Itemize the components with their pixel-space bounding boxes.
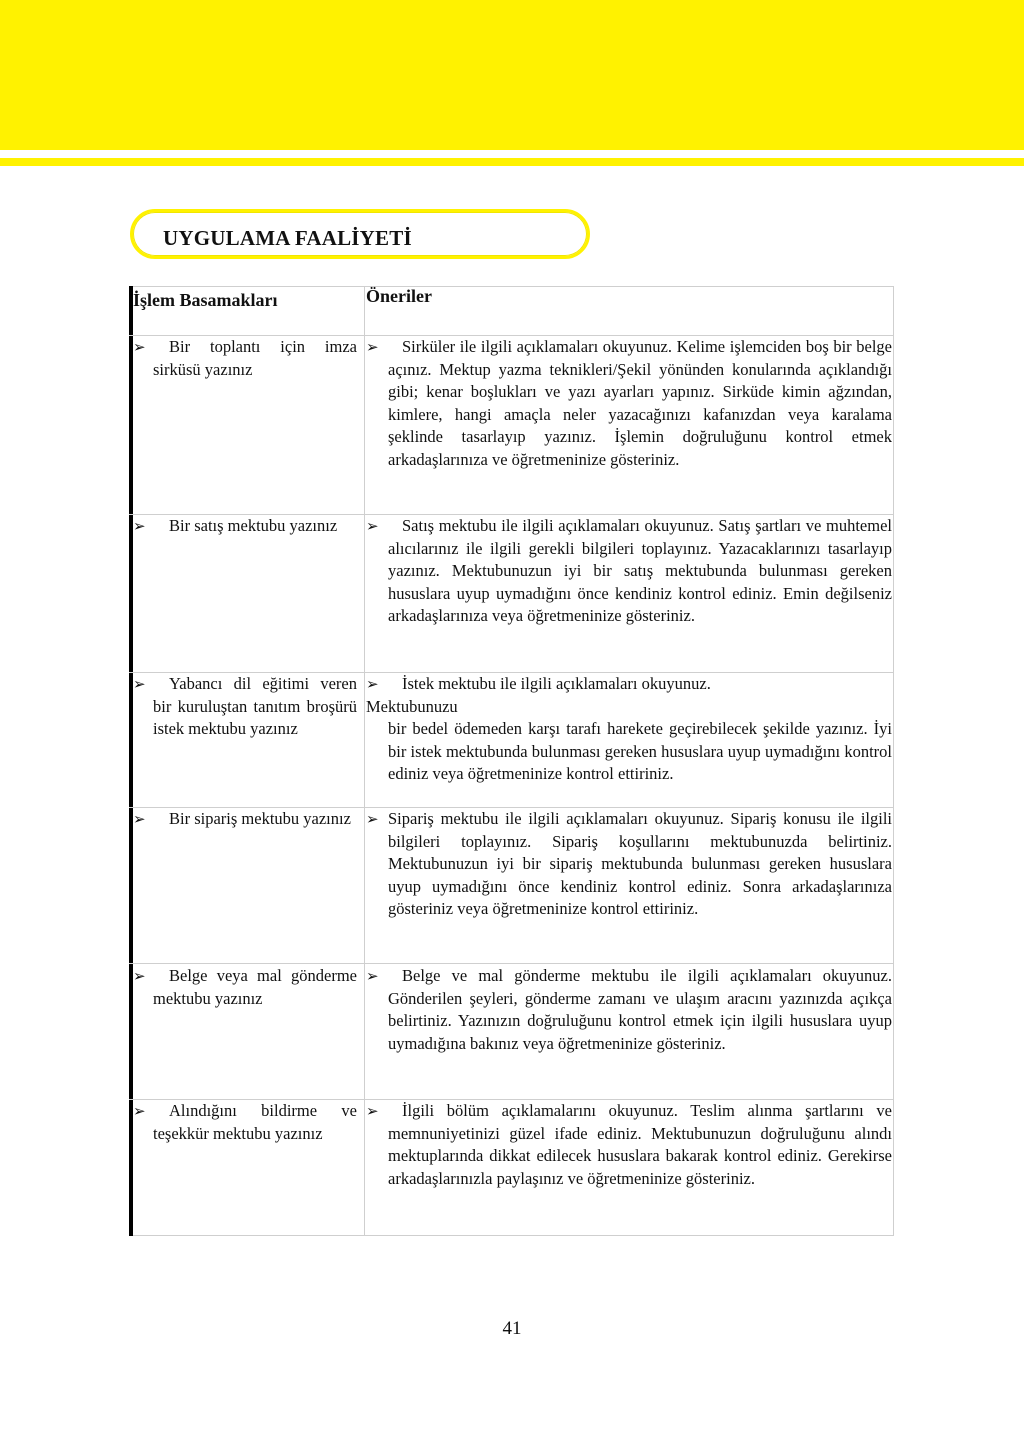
table-row-suggestion: ➢ İlgili bölüm açıklamalarını okuyunuz. Teslim alınma şartlarını ve memnuniyetinizi güzel ifade ediniz. Mektubunuzun doğruluğunu alındı mektuplarında dikkat edilecek hususlara bakarak kontrol ediniz. Gerekirse arkadaşlarınızla paylaşınız ve öğretmeninize gösteriniz.: [366, 1101, 892, 1188]
table-row-suggestion: ➢ Sirküler ile ilgili açıklamaları okuyunuz. Kelime işlemciden boş bir belge açınız. Mektup yazma teknikleri/Şekil yönünden konularında açıklandığı gibi; kenar boşlukları ve yazı ayarları yapınız. Sirküde kimin ağzından, kimlere, hangi amaçla neler yazacağınızı kafanızdan veya karalama şeklinde tasarlayıp yazınız. İşlemin doğruluğunu kontrol etmek arkadaşlarınıza ve öğretmeninize gösteriniz.: [366, 337, 892, 469]
arrow-bullet-icon: ➢: [366, 967, 379, 985]
arrow-bullet-icon: ➢: [133, 810, 146, 828]
table-row-suggestion: ➢ Satış mektubu ile ilgili açıklamaları okuyunuz. Satış şartları ve muhtemel alıcılarınız ile ilgili gerekli bilgileri toplayınız. Yazacaklarınızı tasarlayıp yazınız. Mektubunuzun iyi bir satış mektubunda bulunması gereken hususlara uyup uymadığını önce kendiniz kontrol ediniz. Emin değilseniz arkadaşlarınıza veya öğretmeninize gösteriniz.: [366, 516, 892, 625]
table-left-bar: [129, 286, 133, 1236]
arrow-bullet-icon: ➢: [366, 338, 379, 356]
row-divider: [129, 963, 894, 964]
arrow-bullet-icon: ➢: [366, 675, 379, 693]
table-row-step: ➢ Bir satış mektubu yazınız: [133, 515, 357, 538]
table-row-step: ➢ Yabancı dil eğitimi veren bir kuruluştan tanıtım broşürü istek mektubu yazınız: [133, 674, 357, 738]
arrow-bullet-icon: ➢: [133, 1102, 146, 1120]
activity-title: UYGULAMA FAALİYETİ: [163, 226, 412, 250]
column-divider: [364, 286, 365, 1236]
arrow-bullet-icon: ➢: [366, 1102, 379, 1120]
page-number: 41: [502, 1318, 522, 1339]
header-yellow-stripe: [0, 158, 1024, 166]
header-yellow-band: [0, 0, 1024, 150]
header-steps: İşlem Basamakları: [133, 290, 278, 310]
arrow-bullet-icon: ➢: [133, 338, 146, 356]
table-row-suggestion: ➢ İstek mektubu ile ilgili açıklamaları okuyunuz. Mektubunuzu bir bedel ödemeden karşı tarafı harekete geçirebilecek şekilde yazınız. İyi bir istek mektubunda bulunması gereken hususlara uyup uymadığını kontrol ediniz veya öğretmeninize kontrol ettiriniz.: [366, 674, 892, 783]
activity-table: [129, 286, 894, 1236]
table-row-step: ➢ Alındığını bildirme ve teşekkür mektubu yazınız: [133, 1101, 357, 1143]
arrow-bullet-icon: ➢: [366, 810, 379, 828]
table-row-suggestion: ➢ Sipariş mektubu ile ilgili açıklamaları okuyunuz. Sipariş konusu ile ilgili bilgileri toplayınız. Sipariş koşullarını mektubunuzda belirtiniz. Mektubunuzun iyi bir sipariş mektubunda bulunması gereken hususlara uyup uymadığını önce kendiniz kontrol ediniz. Sonra arkadaşlarınıza gösteriniz veya öğretmeninize kontrol ettiriniz.: [366, 809, 892, 918]
table-row-step: ➢ Bir sipariş mektubu yazınız: [133, 808, 357, 831]
table-row-step: ➢ Belge veya mal gönderme mektubu yazınız: [133, 966, 357, 1008]
arrow-bullet-icon: ➢: [366, 517, 379, 535]
header-suggestions: Öneriler: [366, 286, 432, 306]
arrow-bullet-icon: ➢: [133, 967, 146, 985]
table-row-suggestion: ➢ Belge ve mal gönderme mektubu ile ilgili açıklamaları okuyunuz. Gönderilen şeyleri, gönderme zamanı ve ulaşım aracını yazınızda açıkça belirtiniz. Yazınızın doğruluğunu kontrol etmek için ilgili hususlara uyup uymadığına bakınız veya öğretmeninize gösteriniz.: [366, 966, 892, 1053]
table-row-step: ➢ Bir toplantı için imza sirküsü yazınız: [133, 337, 357, 379]
arrow-bullet-icon: ➢: [133, 517, 146, 535]
arrow-bullet-icon: ➢: [133, 675, 146, 693]
activity-title-box: [130, 209, 590, 259]
